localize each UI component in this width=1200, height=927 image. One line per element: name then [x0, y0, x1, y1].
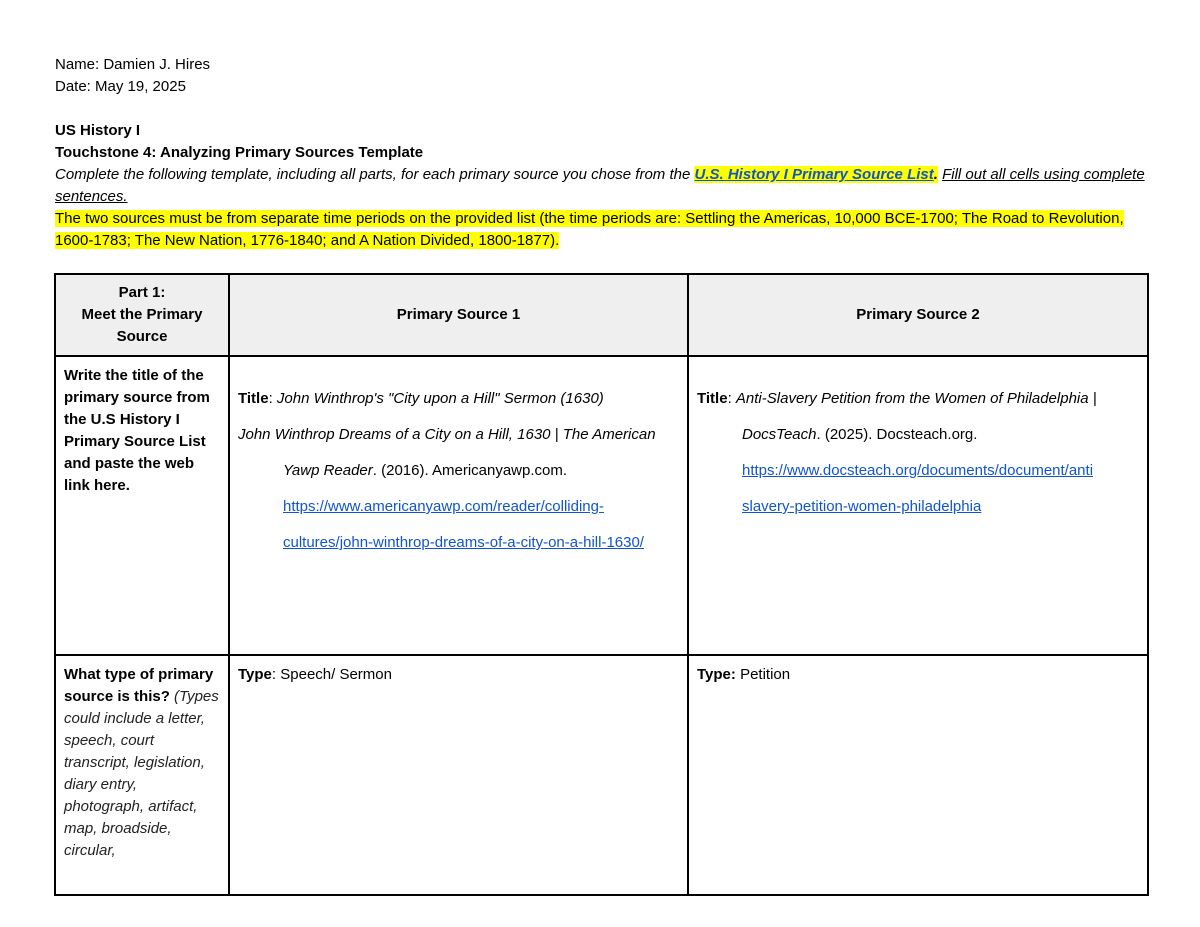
- type-hint: (Types could include a letter, speech, court transcript, legislation, diary entry, photograph, artifact, map, broadside, circular,: [64, 688, 219, 859]
- source2-url-link[interactable]: https://www.docsteach.org/documents/document/anti slavery-petition-women-philadelphia: [742, 462, 1094, 515]
- instructions-complete-sentences: Fill out all cells using complete sentences.: [55, 166, 1145, 205]
- instructions-text: Complete the following template, including all parts, for each primary source you chose from the: [55, 166, 695, 183]
- document-page: [55, 54, 1147, 252]
- source1-type-cell[interactable]: Type: Speech/ Sermon: [229, 655, 688, 895]
- analysis-table: [54, 273, 1149, 896]
- title-row-label: [55, 356, 229, 655]
- source1-title: Title: John Winthrop's "City upon a Hill" Sermon (1630): [238, 390, 604, 407]
- source1-type-value: Speech/ Sermon: [280, 666, 392, 683]
- source1-citation: John Winthrop Dreams of a City on a Hill, 1630 | The American Yawp Reader. (2016). Americanyawp.com. https://www.americanyawp.com/reader/colliding-cultures/john-winthrop-dreams-of-a-city-on-a-hill-1630/: [238, 426, 656, 551]
- source-list-link[interactable]: U.S. History I Primary Source List: [694, 166, 934, 183]
- instructions: [55, 164, 1147, 208]
- course-title: US History I: [55, 122, 141, 139]
- row-label-text: Write the title of the primary source from the U.S History I Primary Source List and paste the web link here.: [64, 367, 210, 494]
- instructions-period: .: [933, 166, 938, 183]
- part-title: Meet the Primary Source: [81, 306, 203, 345]
- table-row: [55, 655, 1148, 895]
- time-periods-note: [55, 208, 1147, 252]
- source2-type-label: Type:: [697, 666, 736, 683]
- source1-type-label: Type: [238, 666, 272, 683]
- table-header-row: [55, 274, 1148, 356]
- source1-title-cell[interactable]: [229, 356, 688, 655]
- type-row-label: [55, 655, 229, 895]
- source2-title-cell[interactable]: [688, 356, 1148, 655]
- source1-header: Primary Source 1: [229, 274, 688, 356]
- source2-type-cell[interactable]: [688, 655, 1148, 895]
- source1-url-link[interactable]: https://www.americanyawp.com/reader/colliding-cultures/john-winthrop-dreams-of-a-city-on-a-hill-1630/: [283, 498, 644, 551]
- source2-citation: Title: Anti-Slavery Petition from the Women of Philadelphia | DocsTeach. (2025). Docsteach.org. https://www.docsteach.org/documents/document/anti slavery-petition-women-philadelphia: [697, 390, 1097, 515]
- table-row: [55, 356, 1148, 655]
- assignment-title: Touchstone 4: Analyzing Primary Sources Template: [55, 144, 424, 161]
- submission-date: Date: May 19, 2025: [55, 78, 186, 95]
- part-number: Part 1:: [118, 284, 166, 301]
- source2-type-value: Petition: [740, 666, 791, 683]
- part-header: [55, 274, 229, 356]
- row-label-text: What type of primary source is this?: [64, 666, 214, 705]
- source2-header: Primary Source 2: [688, 274, 1148, 356]
- student-name: Name: Damien J. Hires: [55, 56, 211, 73]
- time-periods-text: The two sources must be from separate time periods on the provided list (the time periods are: Settling the Americas, 10,000 BCE-1700; The Road to Revolution, 1600-1783; The New Nation, 1776-1840; and A Nation Divided, 1800-1877).: [55, 210, 1124, 249]
